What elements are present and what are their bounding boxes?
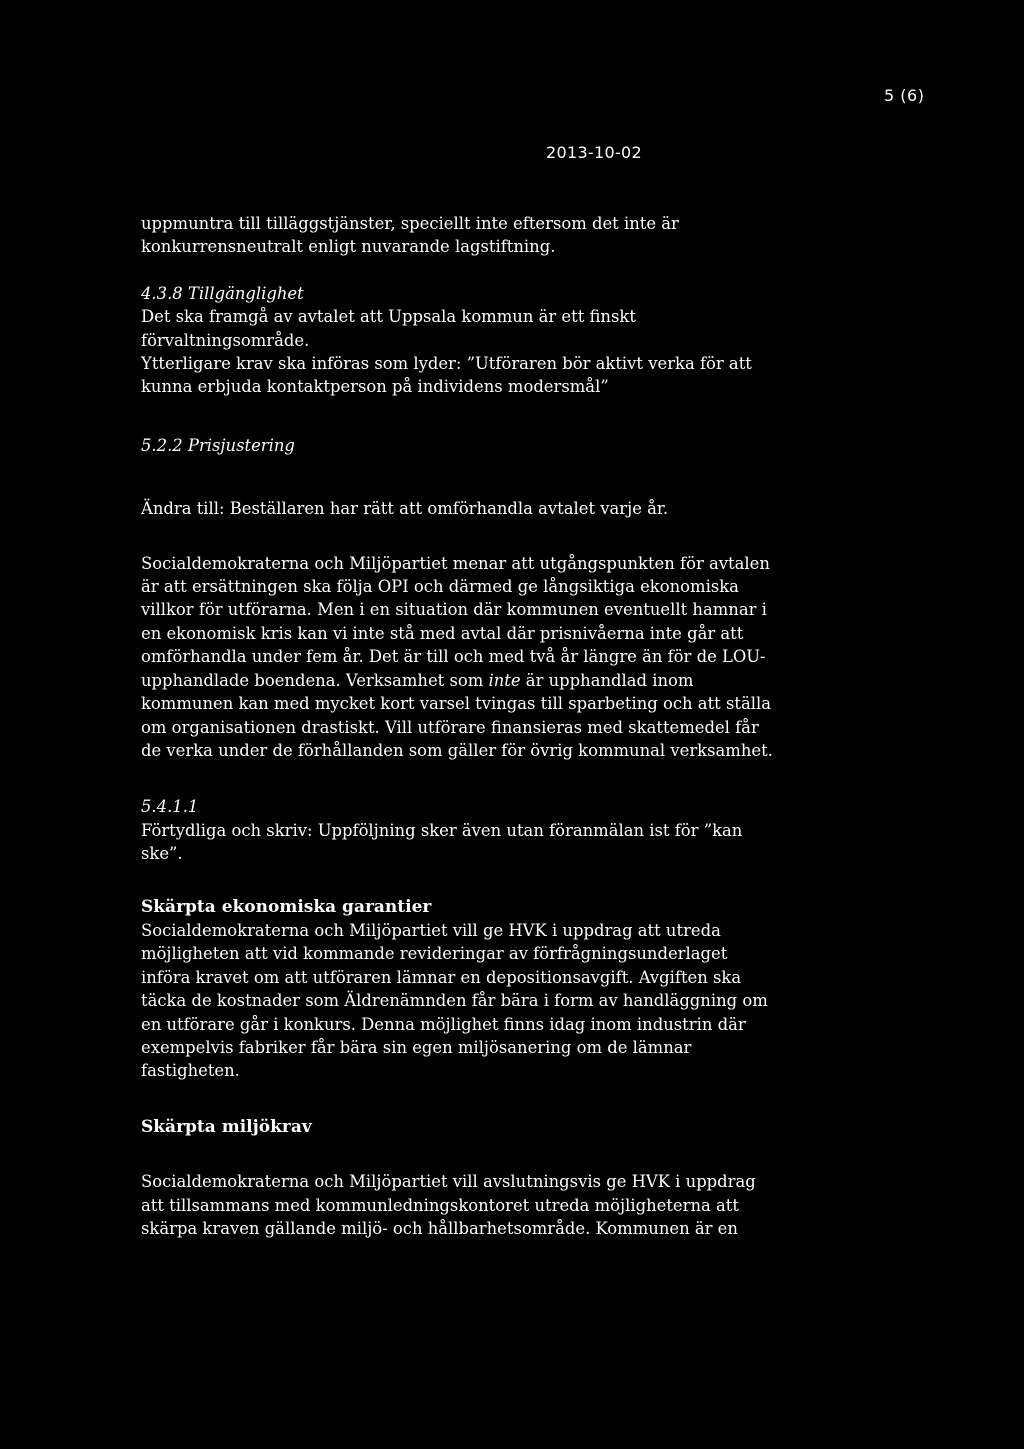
text-line: villkor för utförarna. Men i en situation där kommunen eventuellt hamnar i — [141, 600, 767, 620]
text-line: om organisationen drastiskt. Vill utförare finansieras med skattemedel får — [141, 717, 759, 737]
text-line — [141, 669, 801, 692]
text-line: en utförare går i konkurs. Denna möjlighet finns idag inom industrin där — [141, 1014, 746, 1034]
text-line: kunna erbjuda kontaktperson på individens modersmål” — [141, 377, 609, 397]
text-line: ske”. — [141, 844, 183, 864]
text-line: konkurrensneutralt enligt nuvarande lagstiftning. — [141, 237, 556, 257]
text-line: Socialdemokraterna och Miljöpartiet menar att utgångspunkten för avtalen — [141, 553, 770, 573]
text-line: fastigheten. — [141, 1061, 240, 1081]
section-heading-4-3-8: 4.3.8 Tillgänglighet — [141, 283, 304, 303]
section-heading-5-4-1-1: 5.4.1.1 — [141, 797, 199, 817]
text-line: är att ersättningen ska följa OPI och därmed ge långsiktiga ekonomiska — [141, 577, 739, 597]
text-line: Det ska framgå av avtalet att Uppsala kommun är ett finskt — [141, 307, 636, 327]
text-line: Socialdemokraterna och Miljöpartiet vill avslutningsvis ge HVK i uppdrag — [141, 1172, 756, 1192]
text-line: täcka de kostnader som Äldrenämnden får bära i form av handläggning om — [141, 991, 768, 1011]
page-number: 5 (6) — [884, 86, 925, 105]
text-line: införa kravet om att utföraren lämnar en depositionsavgift. Avgiften ska — [141, 967, 742, 987]
text-line: Förtydliga och skriv: Uppföljning sker även utan föranmälan ist för ”kan — [141, 820, 743, 840]
text-line: omförhandla under fem år. Det är till och med två år längre än för de LOU- — [141, 647, 766, 667]
text-line: en ekonomisk kris kan vi inte stå med avtal där prisnivåerna inte går att — [141, 623, 744, 643]
text-line: möjligheten att vid kommande revideringar av förfrågningsunderlaget — [141, 944, 728, 964]
text-line: förvaltningsområde. — [141, 330, 310, 350]
emphasis-text: inte — [488, 670, 521, 690]
text-line: uppmuntra till tilläggstjänster, speciellt inte eftersom det inte är — [141, 214, 679, 233]
text-line: att tillsammans med kommunledningskontoret utreda möjligheterna att — [141, 1195, 739, 1215]
text-line: kommunen kan med mycket kort varsel tvingas till sparbeting och att ställa — [141, 694, 771, 714]
text-line: Ändra till: Beställaren har rätt att omförhandla avtalet varje år. — [141, 499, 669, 519]
text-run: är upphandlad inom — [520, 670, 694, 690]
heading-miljokrav: Skärpta miljökrav — [141, 1116, 312, 1137]
text-run: upphandlade boendena. Verksamhet som — [141, 670, 489, 690]
text-line: exempelvis fabriker får bära sin egen miljösanering om de lämnar — [141, 1037, 692, 1057]
text-line: de verka under de förhållanden som gäller för övrig kommunal verksamhet. — [141, 740, 773, 760]
document-date: 2013-10-02 — [546, 143, 642, 162]
heading-ekonomiska-garantier: Skärpta ekonomiska garantier — [141, 896, 432, 917]
text-line: Ytterligare krav ska införas som lyder: ”Utföraren bör aktivt verka för att — [141, 354, 752, 374]
document-body — [141, 212, 801, 1240]
section-heading-5-2-2: 5.2.2 Prisjustering — [141, 435, 295, 455]
text-line: skärpa kraven gällande miljö- och hållbarhetsområde. Kommunen är en — [141, 1219, 738, 1238]
text-line: Socialdemokraterna och Miljöpartiet vill ge HVK i uppdrag att utreda — [141, 920, 721, 940]
